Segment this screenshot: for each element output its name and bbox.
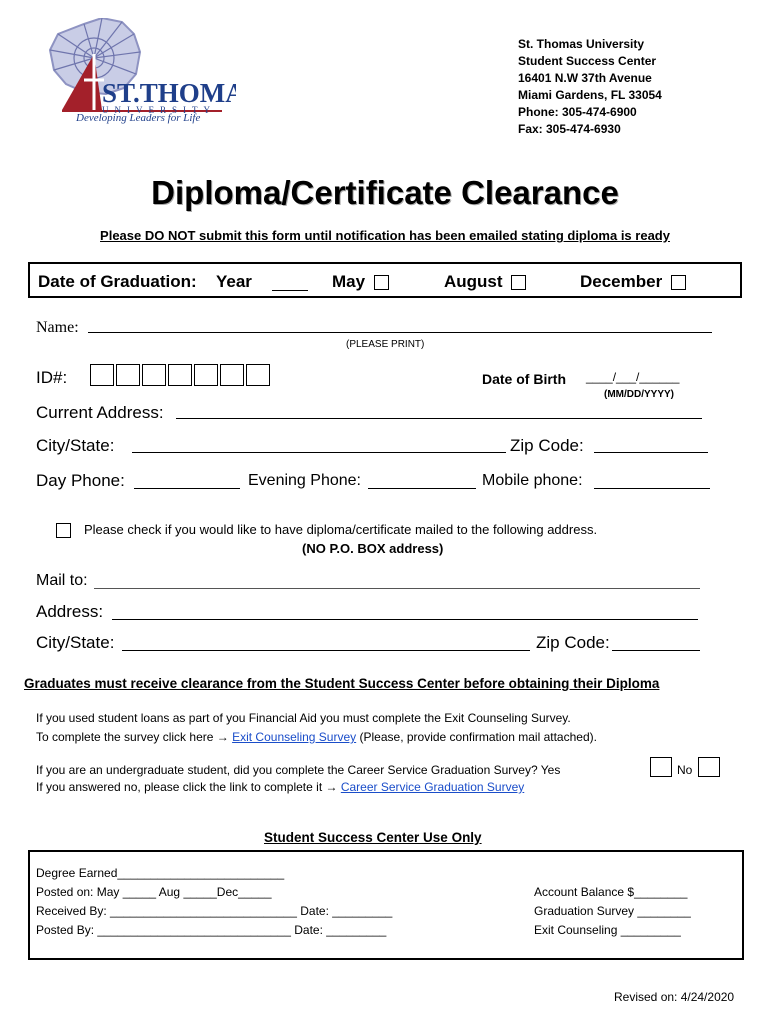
mail-diploma-text: Please check if you would like to have diploma/certificate mailed to the following address.: [84, 522, 598, 537]
graduation-date-box: [28, 262, 742, 298]
office-address: [518, 36, 662, 138]
career-question: [36, 763, 560, 777]
mail-to-field[interactable]: [94, 574, 700, 589]
mail-address-field[interactable]: [112, 605, 698, 620]
mail-diploma-checkbox[interactable]: [56, 523, 71, 538]
address-line: Miami Gardens, FL 33054: [518, 88, 662, 102]
id-digit-box[interactable]: [220, 364, 244, 386]
dob-label: Date of Birth: [482, 371, 566, 387]
id-digit-box[interactable]: [90, 364, 114, 386]
received-by-field[interactable]: Received By: ____________________________ Date: _________: [36, 904, 393, 918]
mobile-phone-label: Mobile phone:: [482, 472, 583, 489]
option-label: August: [444, 272, 503, 291]
logo-wordmark: ST.THOMA: [102, 78, 236, 108]
career-link-line: [36, 780, 524, 794]
graduation-survey-field[interactable]: Graduation Survey ________: [534, 904, 691, 918]
mail-address-label: Address:: [36, 602, 104, 621]
day-phone-label: Day Phone:: [36, 471, 125, 490]
form-title: Diploma/Certificate Clearance: [151, 174, 619, 211]
id-digit-box[interactable]: [142, 364, 166, 386]
year-label: Year: [216, 272, 252, 291]
office-use-heading: Student Success Center Use Only: [264, 830, 482, 845]
address-line: Phone: 305-474-6900: [518, 105, 637, 119]
year-field[interactable]: [272, 270, 308, 291]
submission-notice: Please DO NOT submit this form until notification has been emailed stating diploma is ready: [100, 228, 670, 243]
loans-link-intro: To complete the survey click here →: [36, 730, 229, 744]
mail-zip-label: Zip Code:: [536, 633, 610, 652]
august-checkbox[interactable]: [511, 275, 526, 290]
mail-zip-field[interactable]: [612, 636, 700, 651]
posted-by-field[interactable]: Posted By: _____________________________ Date: _________: [36, 923, 387, 937]
no-po-box-note: (NO P.O. BOX address): [302, 541, 444, 556]
revised-date: Revised on: 4/24/2020: [614, 990, 735, 1004]
id-label: ID#:: [36, 368, 68, 387]
mail-city-state-field[interactable]: [122, 636, 530, 651]
option-label: December: [580, 272, 663, 291]
city-state-field[interactable]: [132, 438, 506, 453]
may-checkbox[interactable]: [374, 275, 389, 290]
option-august: [444, 272, 526, 292]
evening-phone-label: Evening Phone:: [248, 472, 361, 489]
evening-phone-field[interactable]: [368, 474, 476, 489]
day-phone-field[interactable]: [134, 474, 240, 489]
yes-label: Yes: [540, 763, 561, 777]
loans-text: If you used student loans as part of you Financial Aid you must complete the Exit Counseling Survey.: [36, 711, 571, 725]
id-digit-box[interactable]: [194, 364, 218, 386]
career-question-text: If you are an undergraduate student, did you complete the Career Service Graduation Survey?: [36, 763, 538, 777]
city-state-label: City/State:: [36, 436, 115, 455]
id-digit-box[interactable]: [168, 364, 192, 386]
yes-checkbox[interactable]: [650, 757, 672, 777]
current-address-label: Current Address:: [36, 403, 164, 422]
address-line: Fax: 305-474-6930: [518, 122, 621, 136]
dob-field[interactable]: ____/___/______: [586, 370, 680, 384]
mobile-phone-field[interactable]: [594, 474, 710, 489]
degree-earned-field[interactable]: Degree Earned_________________________: [36, 866, 285, 880]
account-balance-field[interactable]: Account Balance $________: [534, 885, 688, 899]
id-digit-box[interactable]: [116, 364, 140, 386]
logo-tagline: Developing Leaders for Life: [76, 112, 201, 124]
option-label: May: [332, 272, 366, 291]
career-survey-link[interactable]: Career Service Graduation Survey: [340, 780, 525, 794]
name-field[interactable]: [88, 318, 712, 333]
mail-to-label: Mail to:: [36, 572, 88, 589]
id-digit-box[interactable]: [246, 364, 270, 386]
exit-counseling-field[interactable]: Exit Counseling _________: [534, 923, 681, 937]
zip-code-field[interactable]: [594, 438, 708, 453]
dob-format: (MM/DD/YYYY): [604, 389, 674, 400]
no-checkbox[interactable]: [698, 757, 720, 777]
clearance-heading: Graduates must receive clearance from the Student Success Center before obtaining their Diploma: [24, 676, 660, 691]
mail-city-state-label: City/State:: [36, 633, 115, 652]
career-link-intro: If you answered no, please click the link to complete it →: [36, 780, 338, 794]
address-line: 16401 N.W 37th Avenue: [518, 71, 652, 85]
december-checkbox[interactable]: [671, 275, 686, 290]
option-december: [580, 272, 686, 292]
graduation-label: Date of Graduation:: [38, 272, 197, 291]
current-address-field[interactable]: [176, 404, 702, 419]
loans-link-line: [36, 730, 597, 744]
exit-counseling-survey-link[interactable]: Exit Counseling Survey: [232, 730, 357, 744]
posted-on-field[interactable]: Posted on: May _____ Aug _____Dec_____: [36, 885, 272, 899]
loans-link-note: (Please, provide confirmation mail attached).: [359, 730, 597, 744]
option-may: [332, 272, 389, 292]
please-print-note: (PLEASE PRINT): [346, 339, 425, 350]
zip-code-label: Zip Code:: [510, 436, 584, 455]
name-label: Name:: [36, 319, 79, 336]
logo-university: UNIVERSITY: [102, 105, 216, 115]
address-line: Student Success Center: [518, 54, 657, 68]
no-label: No: [677, 763, 693, 777]
address-line: St. Thomas University: [518, 37, 645, 51]
